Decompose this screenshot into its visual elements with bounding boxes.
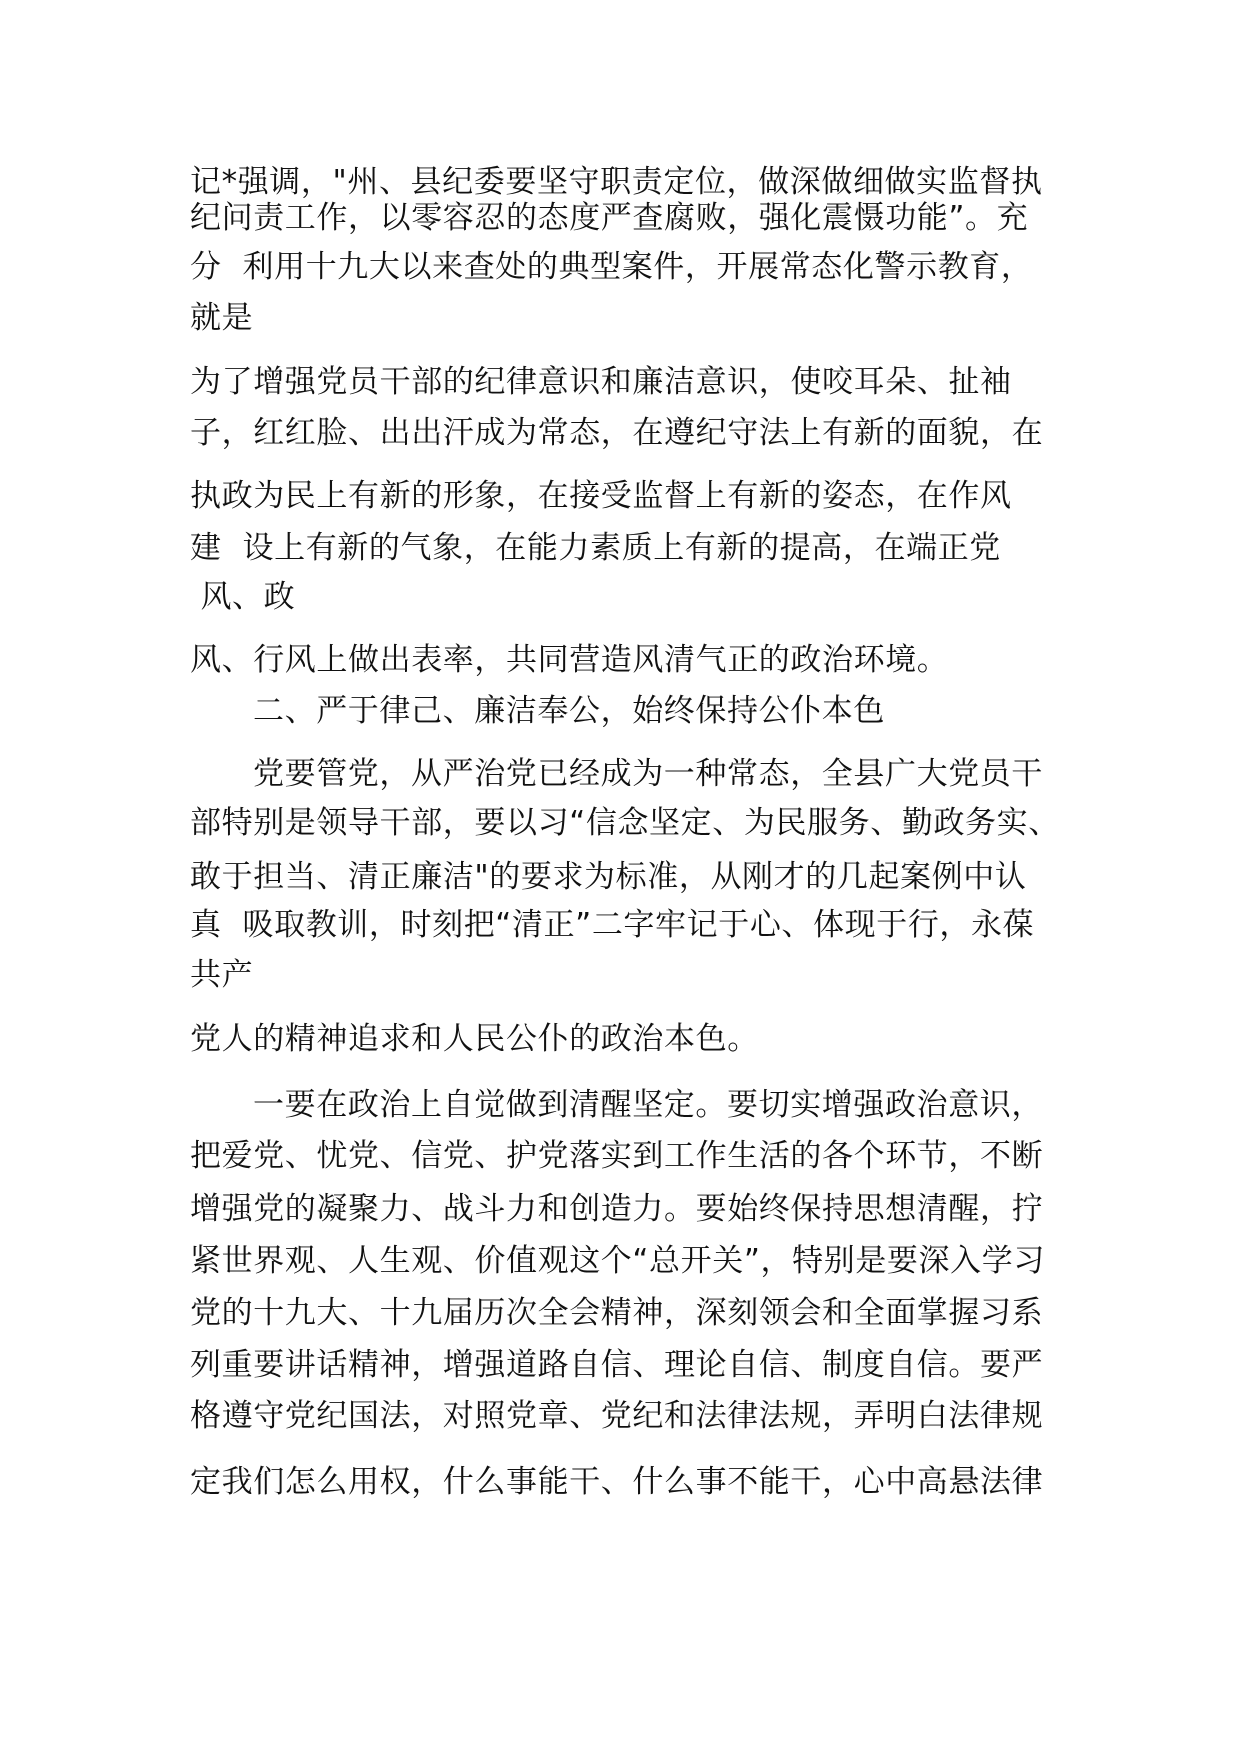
text-line: 党要管党，从严治党已经成为一种常态，全县广大党员干	[253, 756, 1043, 792]
text-line: 子，红红脸、出出汗成为常态，在遵纪守法上有新的面貌，在	[190, 415, 1044, 451]
text-line: 增强党的凝聚力、战斗力和创造力。要始终保持思想清醒，拧	[190, 1191, 1044, 1227]
text-line: 党的十九大、十九届历次全会精神，深刻领会和全面掌握习系	[190, 1295, 1044, 1331]
text-line: 把爱党、忧党、信党、护党落实到工作生活的各个环节，不断	[190, 1138, 1044, 1174]
text-line: 记*强调，"州、县纪委要坚守职责定位，做深做细做实监督执	[190, 164, 1043, 200]
text-line: 部特别是领导干部，要以习“信念坚定、为民服务、勤政务实、	[190, 805, 1060, 841]
text-line: 真 吸取教训，时刻把“清正”二字牢记于心、体现于行，永葆	[190, 907, 1035, 943]
text-line: 党人的精神追求和人民公仆的政治本色。	[190, 1021, 759, 1057]
text-line: 分 利用十九大以来查处的典型案件，开展常态化警示教育，	[190, 249, 1033, 285]
text-line: 建 设上有新的气象，在能力素质上有新的提高，在端正党	[190, 530, 1001, 566]
text-line: 就是	[190, 300, 254, 336]
text-line: 纪问责工作，以零容忍的态度严查腐败，强化震慑功能”。充	[190, 200, 1029, 236]
text-line: 为了增强党员干部的纪律意识和廉洁意识，使咬耳朵、扯袖	[190, 364, 1012, 400]
text-line: 紧世界观、人生观、价值观这个“总开关”，特别是要深入学习	[190, 1243, 1045, 1279]
text-line: 一要在政治上自觉做到清醒坚定。要切实增强政治意识，	[253, 1087, 1043, 1123]
section-heading: 二、严于律己、廉洁奉公，始终保持公仆本色	[253, 693, 885, 729]
text-line: 定我们怎么用权，什么事能干、什么事不能干，心中高悬法律	[190, 1464, 1044, 1500]
text-line: 共产	[190, 957, 254, 993]
text-line: 敢于担当、清正廉洁"的要求为标准，从刚才的几起案例中认	[190, 859, 1027, 895]
text-line: 执政为民上有新的形象，在接受监督上有新的姿态，在作风	[190, 478, 1012, 514]
text-line: 风、政	[190, 579, 296, 615]
text-line: 列重要讲话精神，增强道路自信、理论自信、制度自信。要严	[190, 1347, 1044, 1383]
text-line: 风、行风上做出表率，共同营造风清气正的政治环境。	[190, 642, 949, 678]
text-line: 格遵守党纪国法，对照党章、党纪和法律法规，弄明白法律规	[190, 1398, 1044, 1434]
